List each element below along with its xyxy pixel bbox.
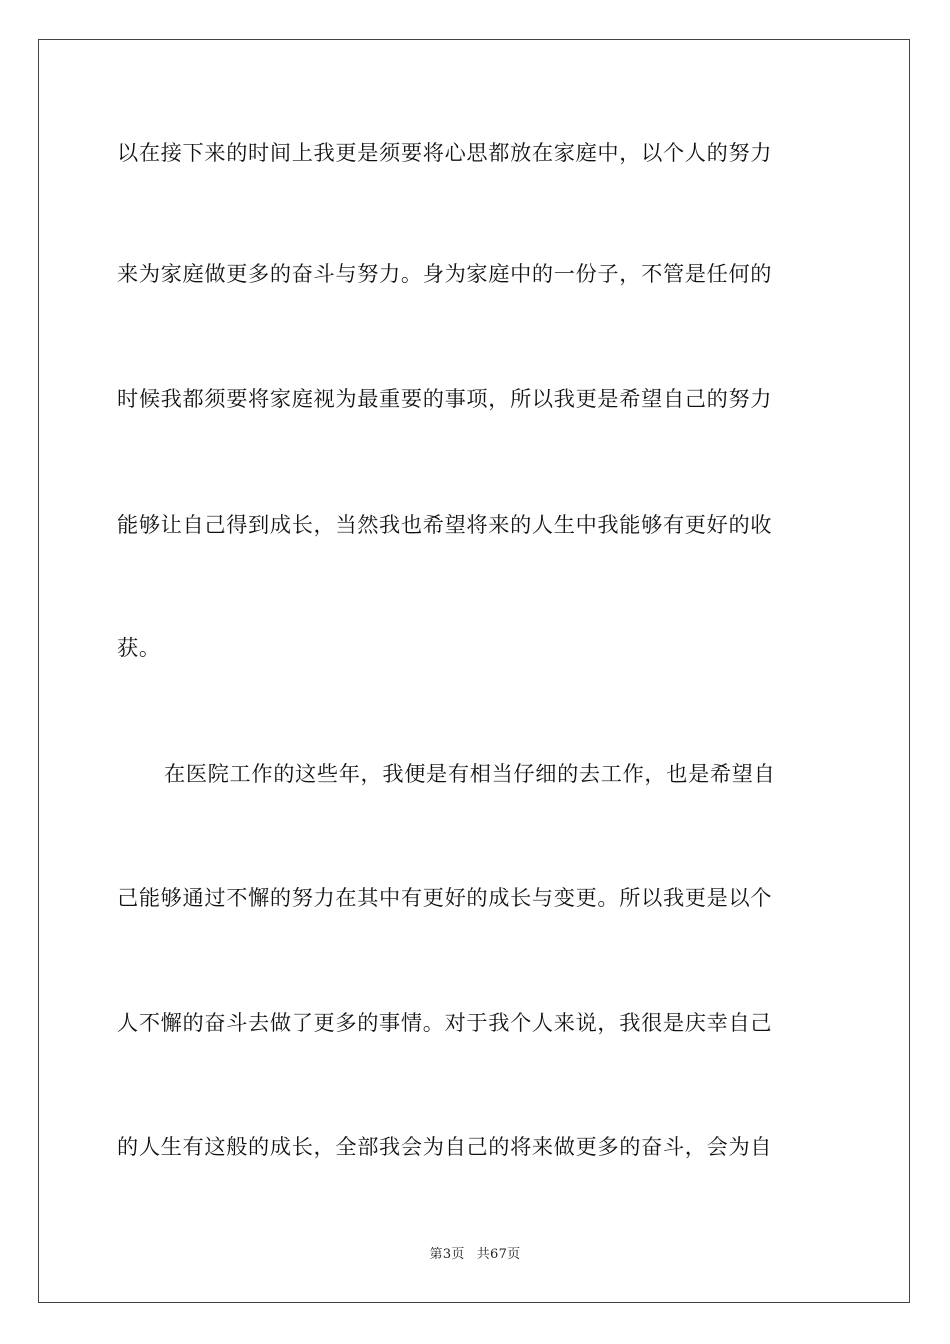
- body-text-line: 的人生有这般的成长，全部我会为自己的将来做更多的奋斗，会为自: [117, 1134, 773, 1159]
- body-text-line: 人不懈的奋斗去做了更多的事情。对于我个人来说，我很是庆幸自己: [117, 1010, 773, 1035]
- page-border: [38, 39, 910, 1303]
- body-text-line: 获。: [117, 635, 161, 660]
- page-number: 第3页: [429, 1247, 465, 1262]
- body-text-line: 能够让自己得到成长，当然我也希望将来的人生中我能够有更好的收: [117, 512, 773, 537]
- paragraph-first-line: 在医院工作的这些年，我便是有相当仔细的去工作，也是希望自: [164, 761, 776, 786]
- body-text-line: 来为家庭做更多的奋斗与努力。身为家庭中的一份子，不管是任何的: [117, 261, 773, 286]
- body-text-line: 己能够通过不懈的努力在其中有更好的成长与变更。所以我更是以个: [117, 885, 773, 910]
- page-total: 共67页: [476, 1247, 521, 1262]
- body-text-line: 时候我都须要将家庭视为最重要的事项，所以我更是希望自己的努力: [117, 386, 773, 411]
- body-text-line: 以在接下来的时间上我更是须要将心思都放在家庭中，以个人的努力: [117, 140, 773, 165]
- page-footer: [0, 1246, 950, 1264]
